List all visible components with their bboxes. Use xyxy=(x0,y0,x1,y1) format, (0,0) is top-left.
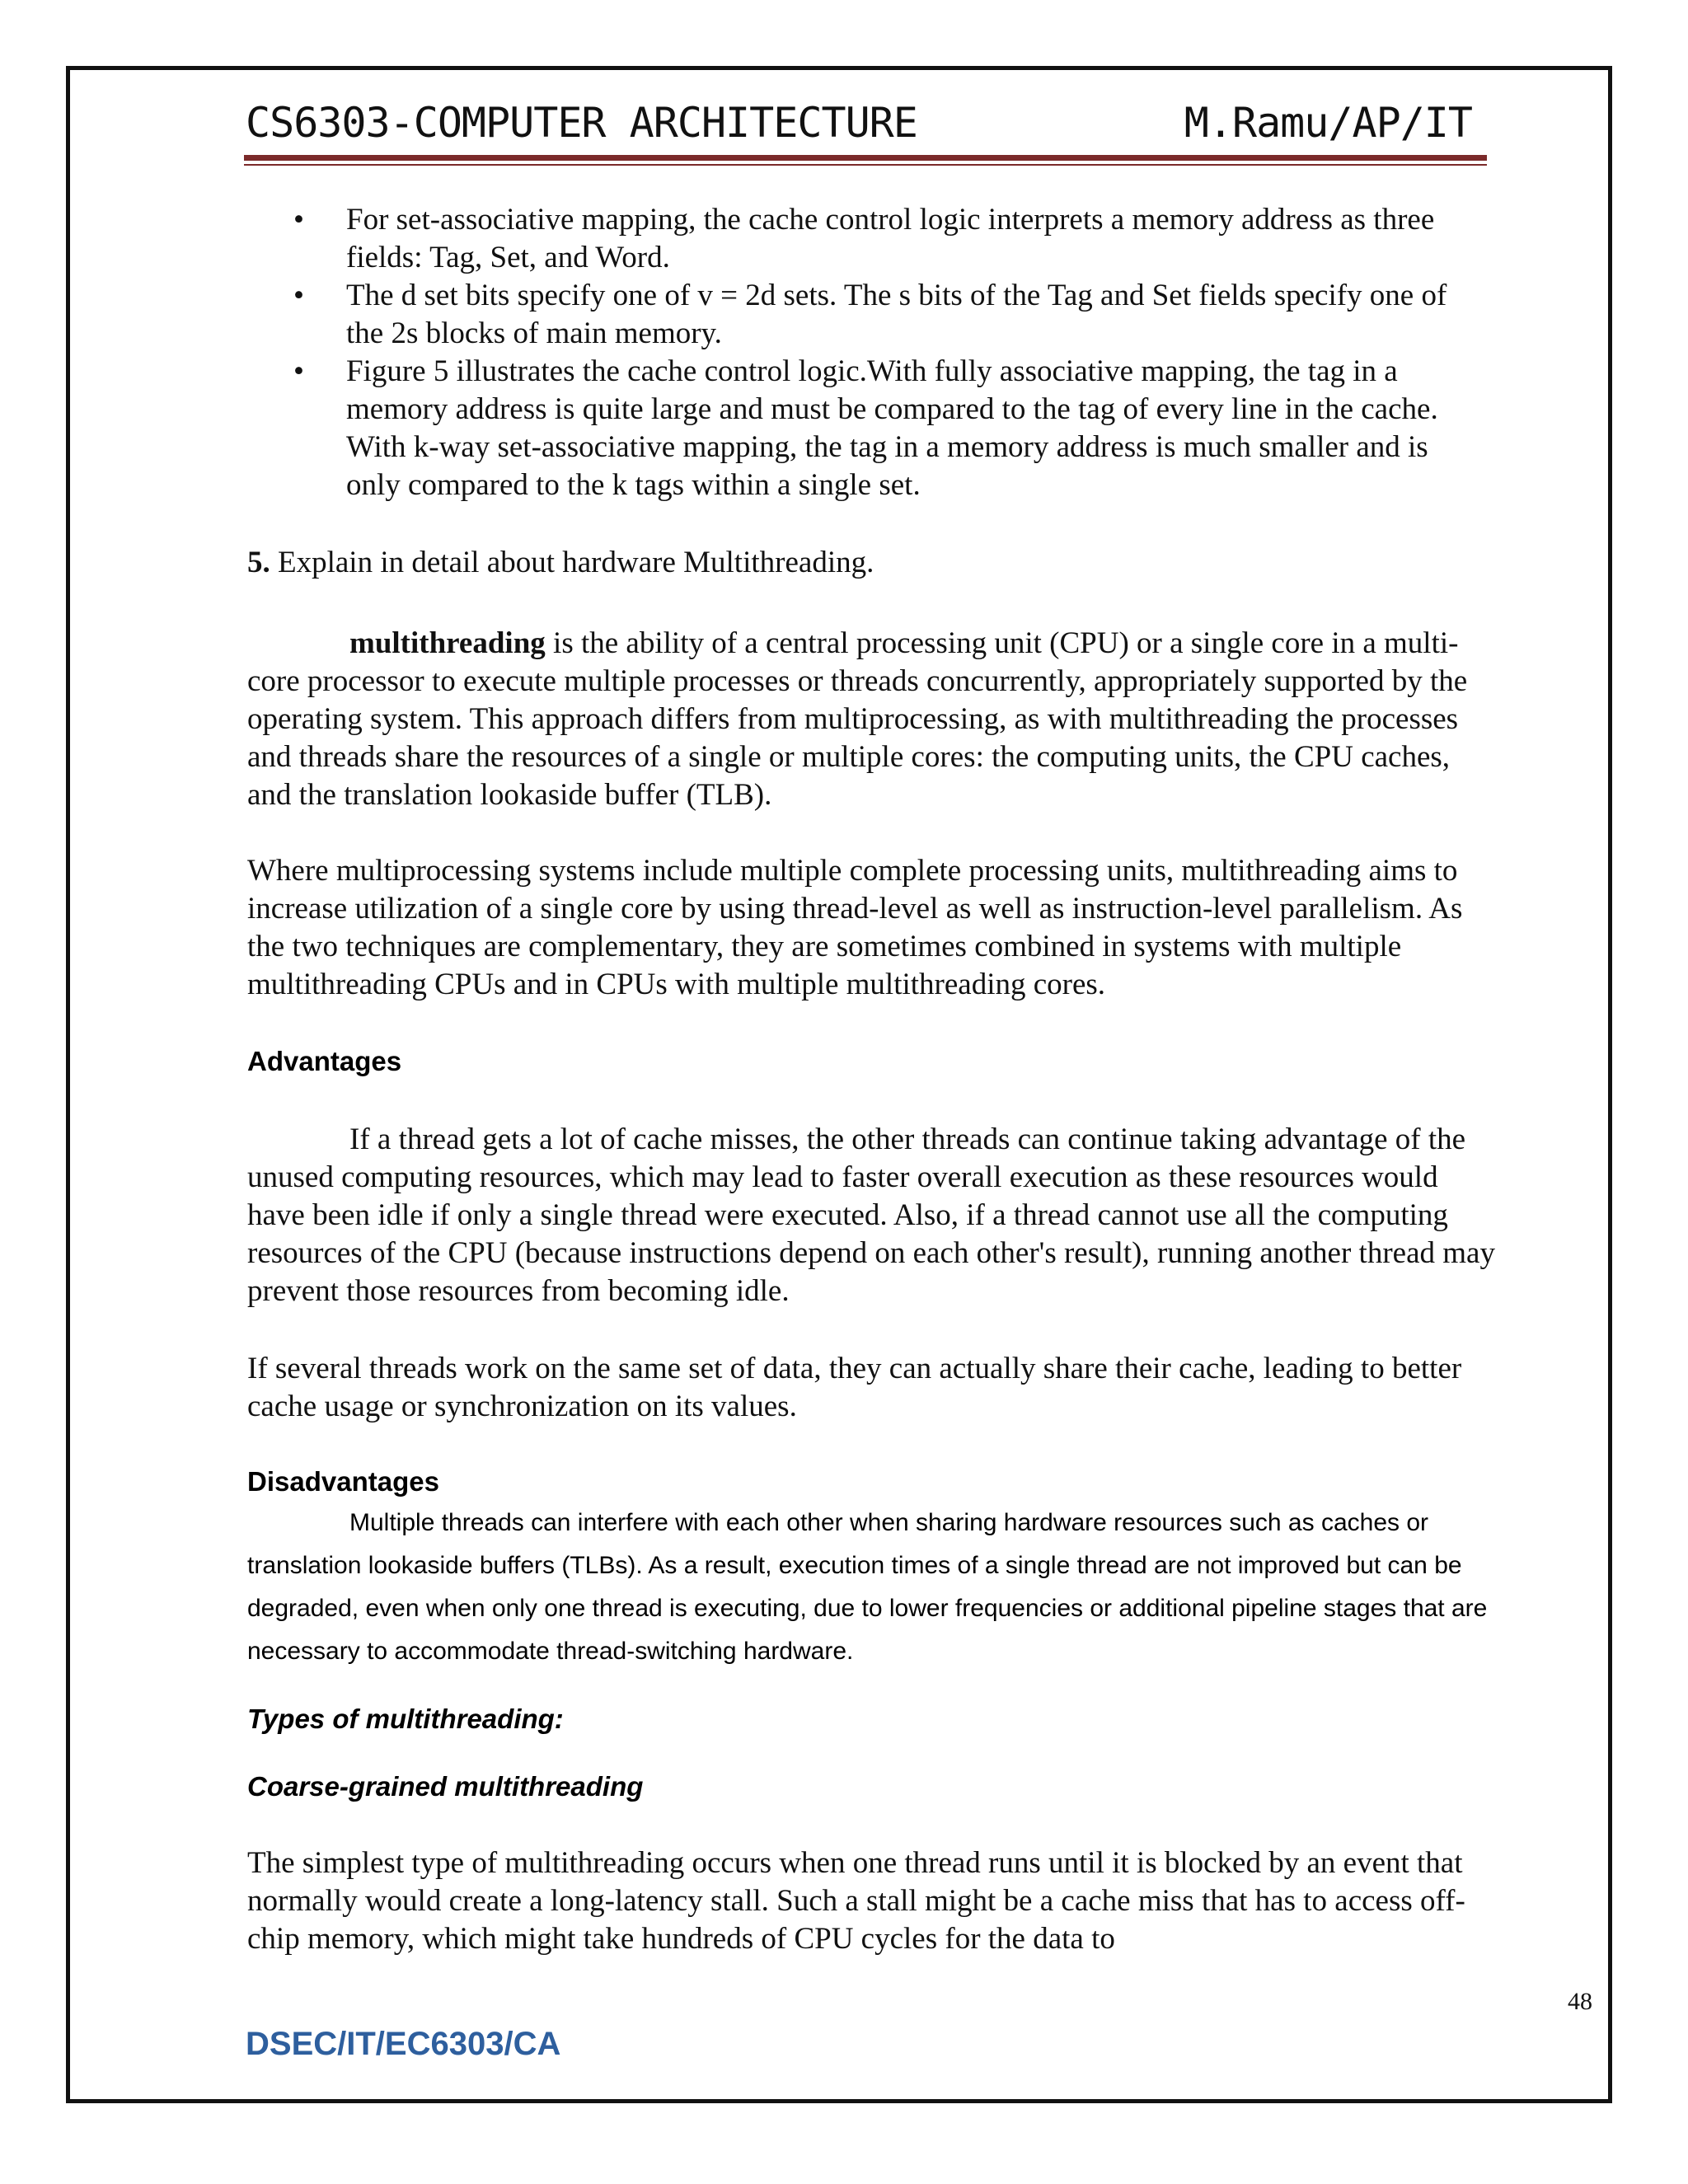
disadvantages-heading: Disadvantages xyxy=(247,1466,439,1497)
coarse-grained-heading: Coarse-grained multithreading xyxy=(247,1771,644,1802)
question-text: Explain in detail about hardware Multithreading. xyxy=(270,546,874,579)
bullet-item xyxy=(293,277,1489,353)
disadvantages-paragraph: Multiple threads can interfere with each other when sharing hardware resources such as caches or translation lookaside buffers (TLBs). As a result, execution times of a single thread are not improved but can be degraded, even when only one thread is executing, due to lower frequencies or additional pipeline stages that are necessary to accommodate thread-switching hardware. xyxy=(247,1509,1488,1665)
bullet-text: Figure 5 illustrates the cache control logic.With fully associative mapping, the tag in a memory address is quite large and must be compared to the tag of every line in the cache. With k-way set-associative mapping, the tag in a memory address is much smaller and is only compared to the k tags within a single set. xyxy=(346,354,1438,502)
question-number: 5. xyxy=(247,546,270,579)
question-heading xyxy=(247,544,1500,582)
intro-text: is the ability of a central processing unit (CPU) or a single core in a multi-core processor to execute multiple processes or threads concurrently, appropriately supported by the operating system. This approach differs from multiprocessing, as with multithreading the processes and threads share the resources of a single or multiple cores: the computing units, the CPU caches, and the translation lookaside buffer (TLB). xyxy=(247,626,1468,812)
intro-term: multithreading xyxy=(349,626,546,660)
bullet-item xyxy=(293,353,1489,504)
advantages-heading: Advantages xyxy=(247,1046,402,1076)
bullet-marker: • xyxy=(293,279,304,312)
footer-course-code: DSEC/IT/EC6303/CA xyxy=(246,2026,561,2062)
header-rule-thin xyxy=(244,164,1487,166)
types-heading: Types of multithreading: xyxy=(247,1704,564,1734)
advantages-paragraph-2: If several threads work on the same set of data, they can actually share their cache, leading to better cache usage or synchronization on its values. xyxy=(247,1352,1462,1423)
bullet-text: The d set bits specify one of v = 2d sets. The s bits of the Tag and Set fields specify one of the 2s blocks of main memory. xyxy=(346,279,1447,350)
intro-paragraph xyxy=(247,625,1500,814)
header-course-title: CS6303-COMPUTER ARCHITECTURE xyxy=(246,99,917,147)
header-author: M.Ramu/AP/IT xyxy=(1184,99,1472,147)
multiprocessing-paragraph: Where multiprocessing systems include multiple complete processing units, multithreading aims to increase utilization of a single core by using thread-level as well as instruction-level parallelism. As the two techniques are complementary, they are sometimes combined in systems with multiple multithreading CPUs and in CPUs with multiple multithreading cores. xyxy=(247,854,1463,1001)
bullet-text: For set-associative mapping, the cache control logic interprets a memory address as three fields: Tag, Set, and Word. xyxy=(346,203,1435,274)
bullet-item xyxy=(293,201,1489,277)
bullet-marker: • xyxy=(293,203,304,237)
bullet-list xyxy=(293,201,1489,504)
coarse-grained-paragraph: The simplest type of multithreading occurs when one thread runs until it is blocked by an event that normally would create a long-latency stall. Such a stall might be a cache miss that has to access off-chip memory, which might take hundreds of CPU cycles for the data to xyxy=(247,1846,1465,1956)
header-rule xyxy=(244,155,1487,161)
bullet-marker: • xyxy=(293,354,304,388)
advantages-paragraph-1: If a thread gets a lot of cache misses, the other threads can continue taking advantage of the unused computing resources, which may lead to faster overall execution as these resources would have been idle if only a single thread were executed. Also, if a thread cannot use all the computing resources of the CPU (because instructions depend on each other's result), running another thread may prevent those resources from becoming idle. xyxy=(247,1122,1495,1308)
page-number: 48 xyxy=(1568,1988,1592,2015)
